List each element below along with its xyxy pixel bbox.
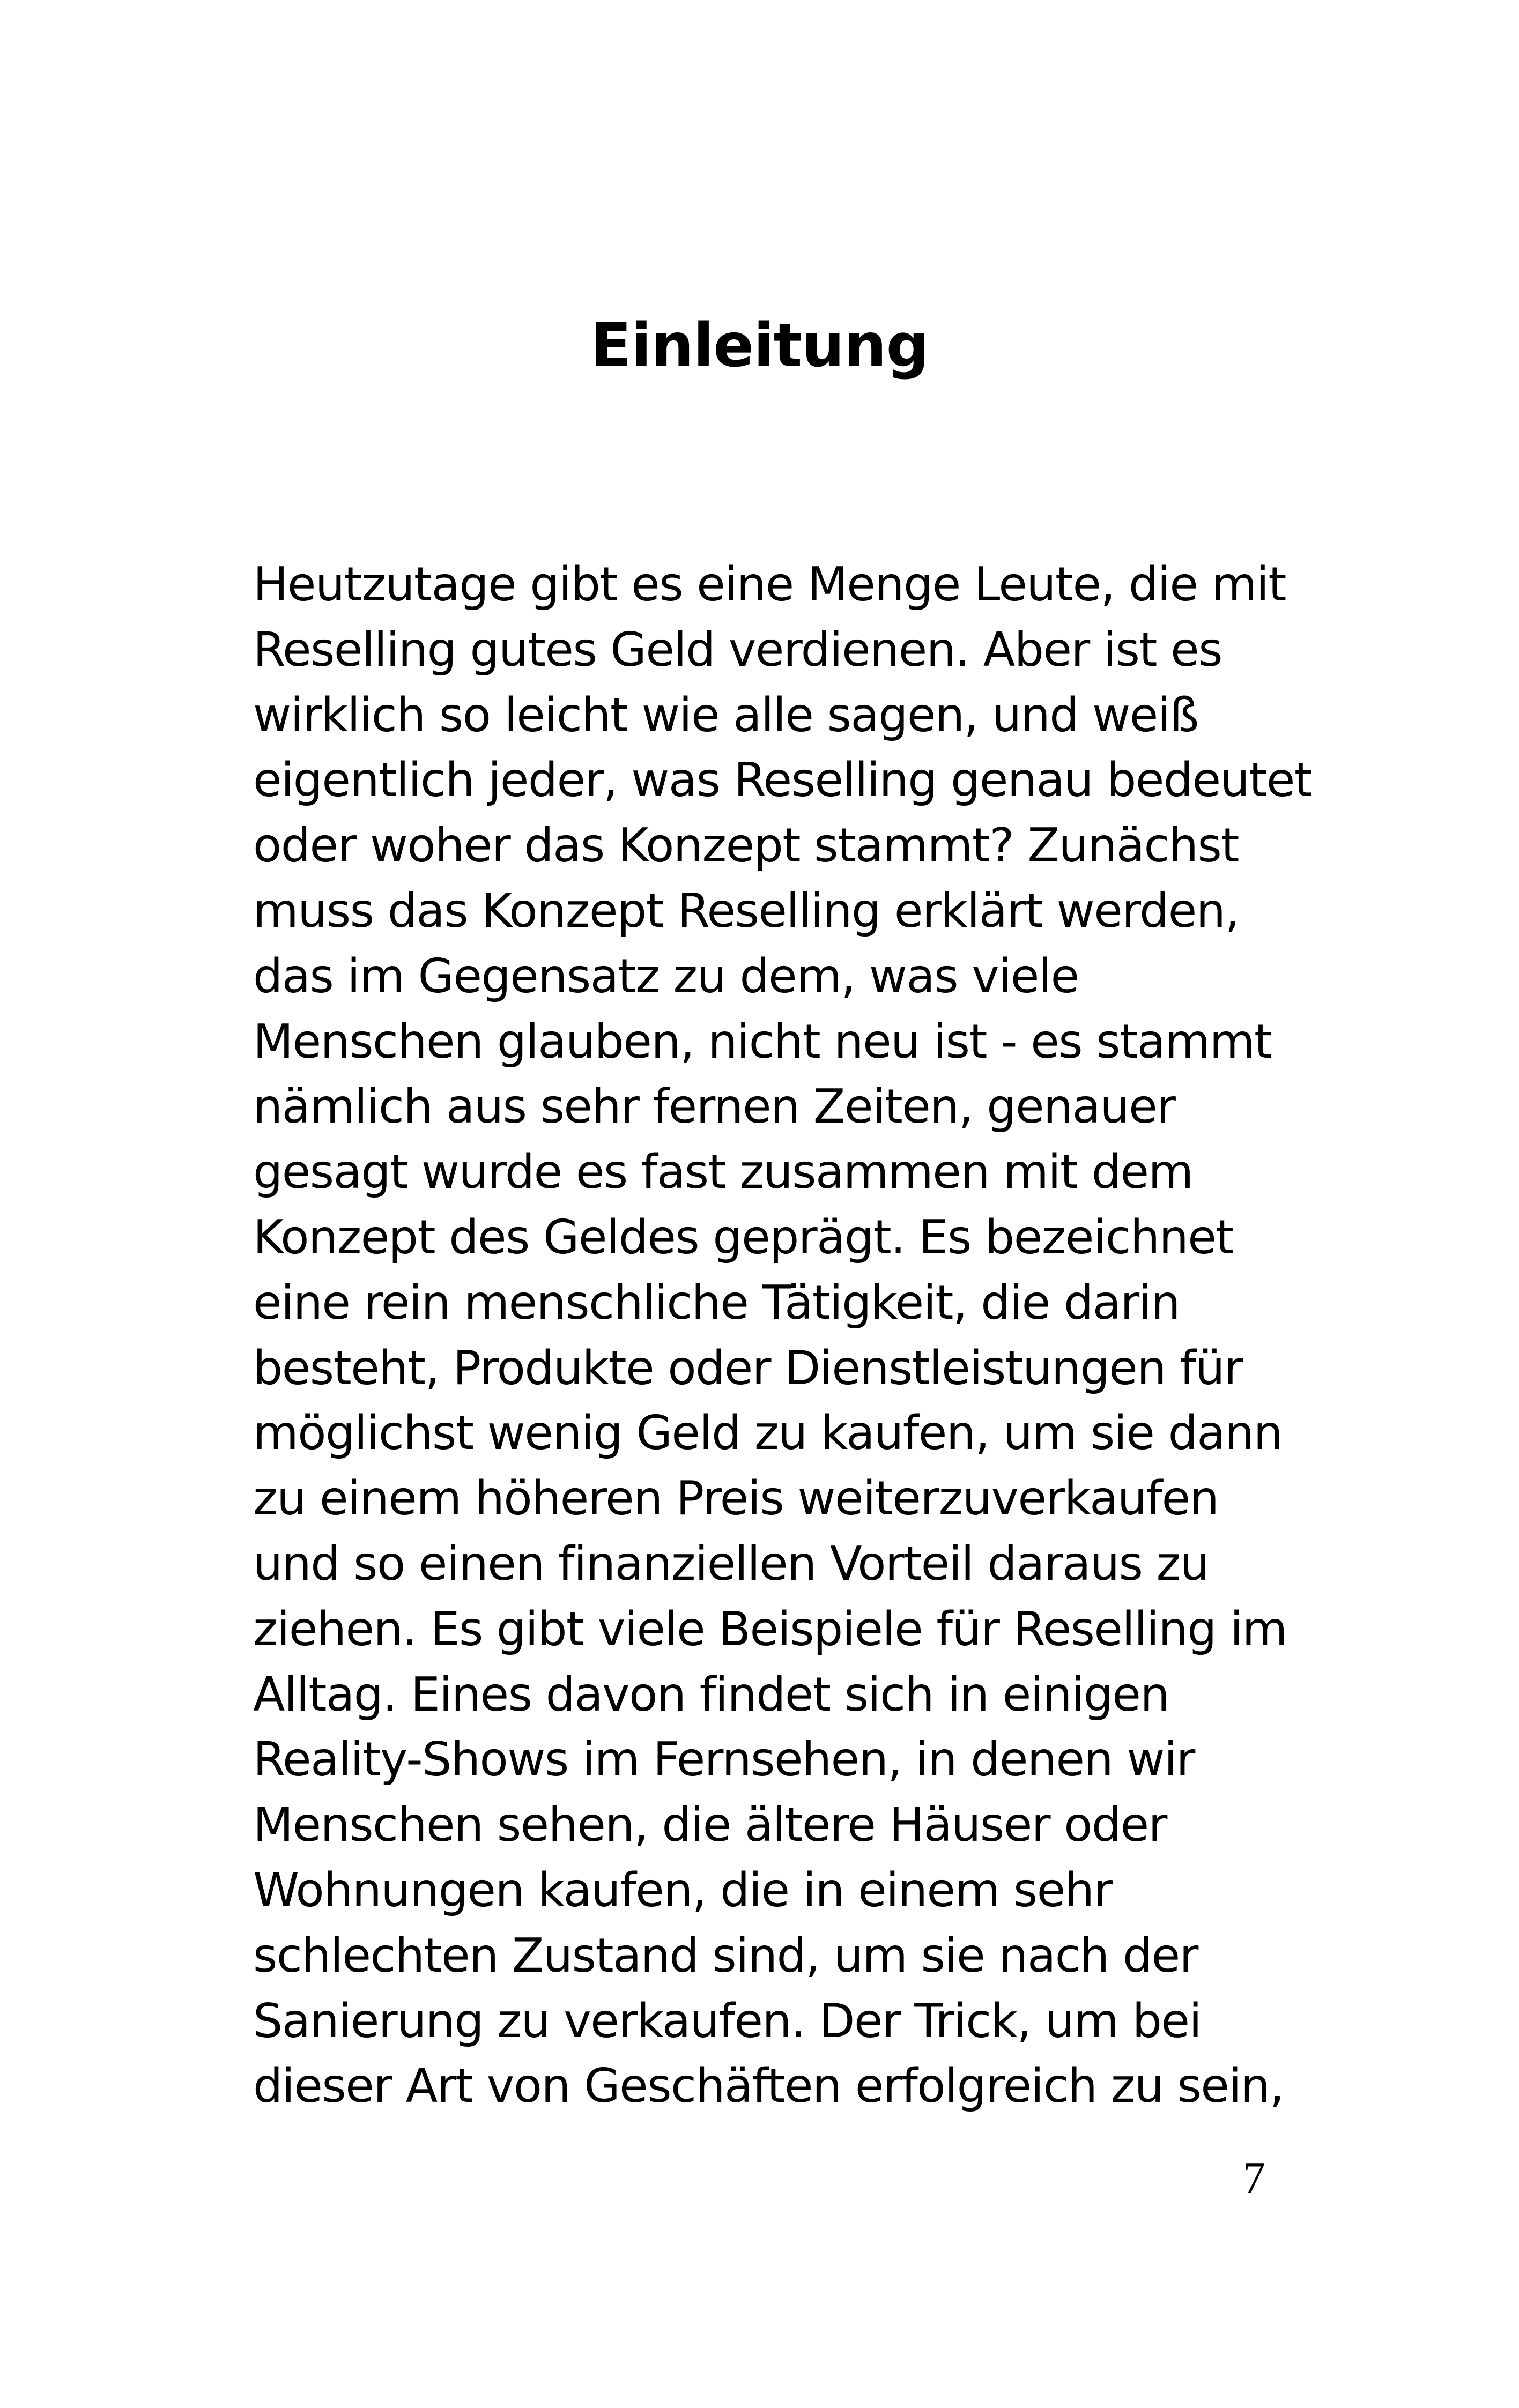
text-line: Wohnungen kaufen, die in einem sehr — [253, 1862, 1112, 1918]
page-number: 7 — [1243, 2153, 1265, 2203]
text-line: gesagt wurde es fast zusammen mit dem — [253, 1144, 1193, 1200]
text-line: Konzept des Geldes geprägt. Es bezeichnet — [253, 1209, 1233, 1265]
text-line: eigentlich jeder, was Reselling genau bedeutet — [253, 753, 1312, 808]
text-line: Sanierung zu verkaufen. Der Trick, um bei — [253, 1993, 1202, 2048]
text-line: Menschen glauben, nicht neu ist - es stammt — [253, 1014, 1272, 1069]
text-line: besteht, Produkte oder Dienstleistungen für — [253, 1340, 1243, 1395]
text-line: Alltag. Eines davon findet sich in einigen — [253, 1667, 1169, 1722]
text-line: dieser Art von Geschäften erfolgreich zu sein, — [253, 2058, 1284, 2114]
text-line: zu einem höheren Preis weiterzuverkaufen — [253, 1471, 1219, 1526]
text-line: eine rein menschliche Tätigkeit, die darin — [253, 1275, 1180, 1330]
text-line: und so einen finanziellen Vorteil daraus zu — [253, 1536, 1209, 1591]
text-line: Reselling gutes Geld verdienen. Aber ist es — [253, 622, 1222, 677]
body-paragraph — [253, 552, 1312, 2119]
text-line: Heutzutage gibt es eine Menge Leute, die mit — [253, 557, 1286, 612]
text-line: nämlich aus sehr fernen Zeiten, genauer — [253, 1079, 1175, 1134]
text-line: muss das Konzept Reselling erklärt werden, — [253, 883, 1239, 938]
text-line: oder woher das Konzept stammt? Zunächst — [253, 818, 1239, 873]
text-line: wirklich so leicht wie alle sagen, und weiß — [253, 687, 1198, 742]
text-line: Menschen sehen, die ältere Häuser oder — [253, 1797, 1167, 1853]
text-line: ziehen. Es gibt viele Beispiele für Reselling im — [253, 1601, 1287, 1656]
chapter-title: Einleitung — [590, 311, 929, 381]
text-line: Reality-Shows im Fernsehen, in denen wir — [253, 1732, 1195, 1787]
text-line: schlechten Zustand sind, um sie nach der — [253, 1928, 1198, 1983]
text-line: möglichst wenig Geld zu kaufen, um sie dann — [253, 1406, 1283, 1461]
text-line: das im Gegensatz zu dem, was viele — [253, 948, 1079, 1004]
